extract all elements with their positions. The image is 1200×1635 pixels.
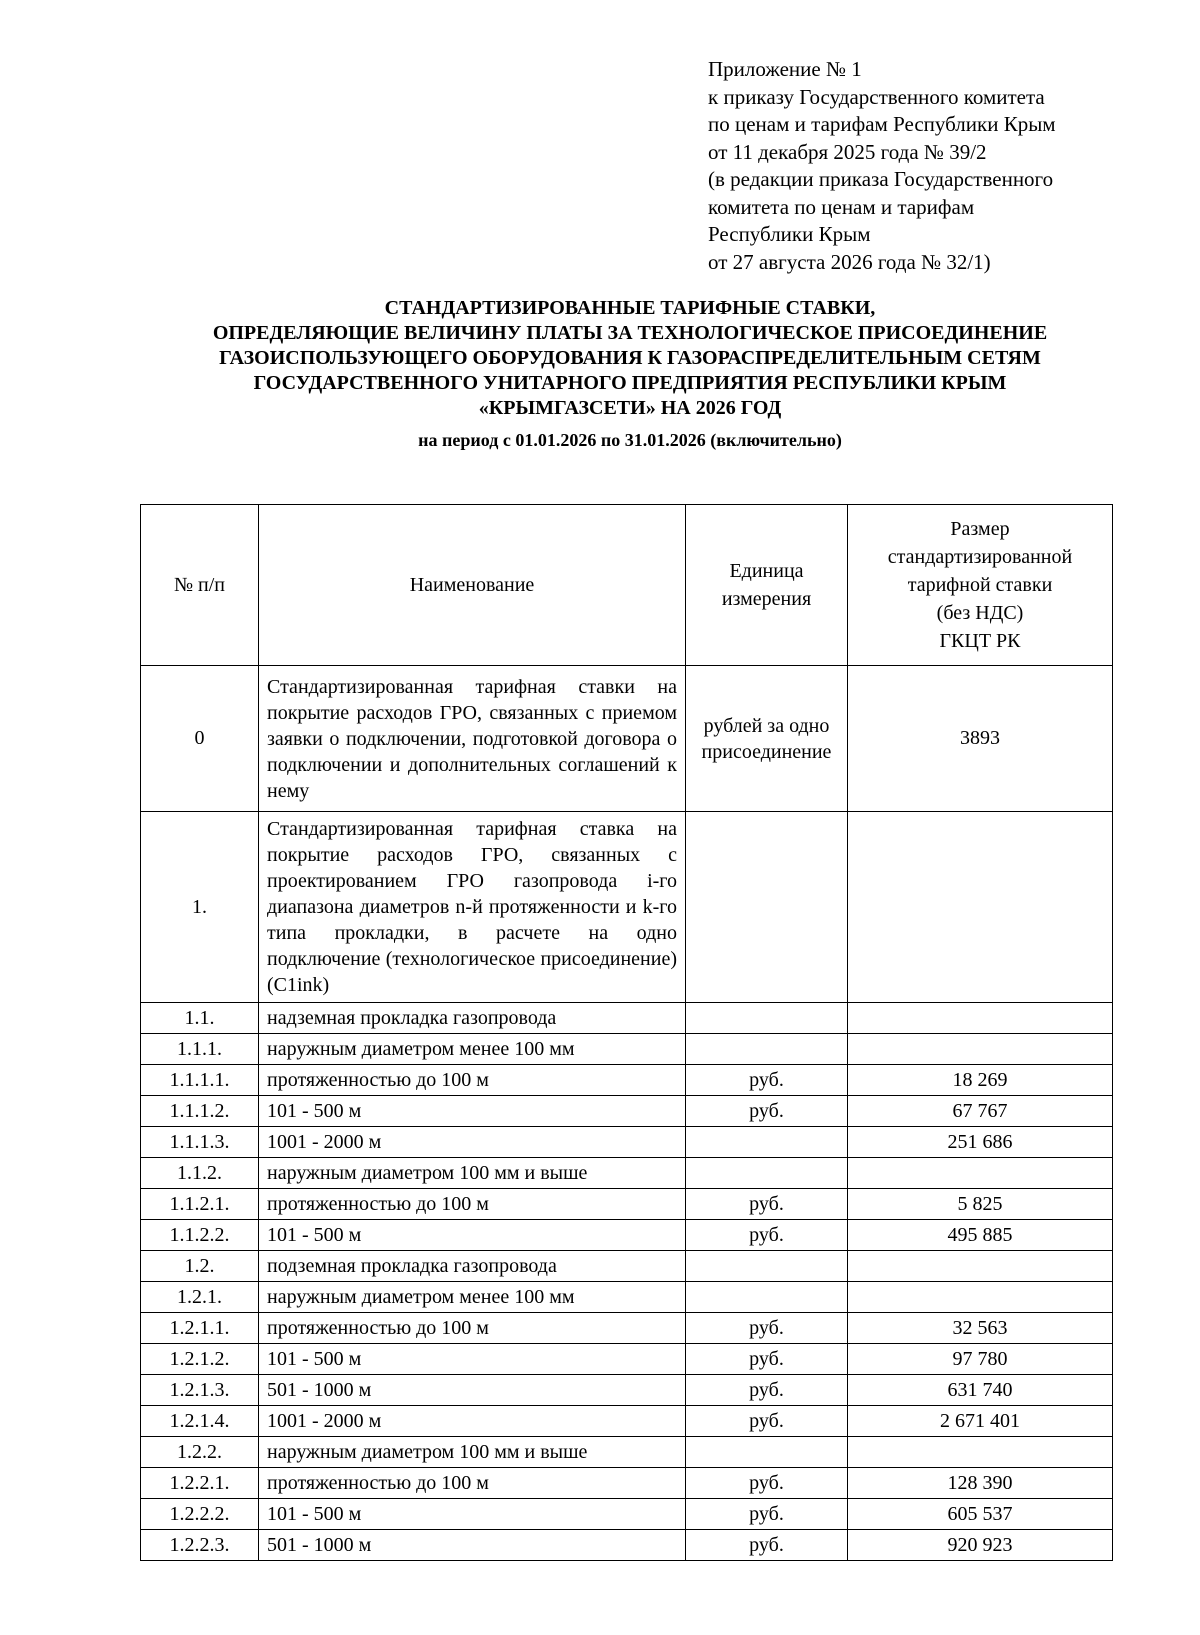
row-num: 1.1.1.1.	[141, 1065, 259, 1096]
document-title	[0, 296, 1200, 421]
header-value	[848, 505, 1113, 666]
row-num: 1.1.2.1.	[141, 1189, 259, 1220]
row-unit: руб.	[686, 1344, 848, 1375]
row-name: 101 - 500 м	[259, 1344, 686, 1375]
table-row	[141, 666, 1113, 812]
table-row	[141, 1530, 1113, 1561]
header-num: № п/п	[141, 505, 259, 666]
table-header-row	[141, 505, 1113, 666]
row-value: 631 740	[848, 1375, 1113, 1406]
row-name: 101 - 500 м	[259, 1096, 686, 1127]
header-name: Наименование	[259, 505, 686, 666]
header-value-line: ГКЦТ РК	[939, 630, 1021, 652]
row-num: 1.1.2.	[141, 1158, 259, 1189]
row-name: наружным диаметром менее 100 мм	[259, 1034, 686, 1065]
table-row	[141, 1127, 1113, 1158]
title-line: ГАЗОИСПОЛЬЗУЮЩЕГО ОБОРУДОВАНИЯ К ГАЗОРАСПРЕДЕЛИТЕЛЬНЫМ СЕТЯМ	[219, 347, 1041, 369]
header-value-line: стандартизированной	[887, 546, 1073, 568]
row-unit: руб.	[686, 1375, 848, 1406]
row-num: 1.2.1.1.	[141, 1313, 259, 1344]
tariff-table	[140, 504, 1113, 1561]
row-num: 1.2.1.	[141, 1282, 259, 1313]
row-num: 1.2.2.3.	[141, 1530, 259, 1561]
appendix-header	[708, 56, 1056, 276]
row-num: 0	[141, 666, 259, 812]
row-name: 1001 - 2000 м	[259, 1406, 686, 1437]
appendix-line: от 11 декабря 2025 года № 39/2	[708, 139, 987, 164]
table-row	[141, 1468, 1113, 1499]
row-unit	[686, 1437, 848, 1468]
row-unit: руб.	[686, 1189, 848, 1220]
row-name: 101 - 500 м	[259, 1220, 686, 1251]
row-unit	[686, 812, 848, 1003]
row-value: 67 767	[848, 1096, 1113, 1127]
header-value-line: Размер	[950, 518, 1010, 540]
row-num: 1.1.	[141, 1003, 259, 1034]
row-unit: руб.	[686, 1313, 848, 1344]
row-value	[848, 1282, 1113, 1313]
table-row	[141, 1313, 1113, 1344]
row-name: протяженностью до 100 м	[259, 1189, 686, 1220]
row-unit: руб.	[686, 1406, 848, 1437]
row-value: 3893	[848, 666, 1113, 812]
row-name: подземная прокладка газопровода	[259, 1251, 686, 1282]
title-line: «КРЫМГАЗСЕТИ» НА 2026 ГОД	[478, 397, 782, 419]
appendix-line: комитета по ценам и тарифам	[708, 194, 975, 219]
row-unit	[686, 1251, 848, 1282]
row-name: Стандартизированная тарифная ставка на покрытие расходов ГРО, связанных с проектированием ГРО газопровода i-го диапазона диаметров n-й протяженности и k-го типа прокладки, в расчете на одно подключение (технологическое присоединение) (C1ink)	[259, 812, 686, 1003]
title-line: СТАНДАРТИЗИРОВАННЫЕ ТАРИФНЫЕ СТАВКИ,	[384, 297, 876, 319]
table-row	[141, 1406, 1113, 1437]
row-unit: руб.	[686, 1499, 848, 1530]
row-unit	[686, 1282, 848, 1313]
row-num: 1.2.2.	[141, 1437, 259, 1468]
table-row	[141, 1220, 1113, 1251]
header-value-line: тарифной ставки	[907, 574, 1053, 596]
row-num: 1.1.1.3.	[141, 1127, 259, 1158]
row-value: 5 825	[848, 1189, 1113, 1220]
row-unit: руб.	[686, 1096, 848, 1127]
row-value	[848, 812, 1113, 1003]
appendix-line: от 27 августа 2026 года № 32/1)	[708, 249, 991, 274]
row-name: наружным диаметром 100 мм и выше	[259, 1158, 686, 1189]
row-unit: руб.	[686, 1468, 848, 1499]
row-value: 605 537	[848, 1499, 1113, 1530]
table-row	[141, 1034, 1113, 1065]
row-value	[848, 1158, 1113, 1189]
appendix-line: Приложение № 1	[708, 57, 862, 81]
row-name: наружным диаметром менее 100 мм	[259, 1282, 686, 1313]
table-row	[141, 1499, 1113, 1530]
row-unit	[686, 1003, 848, 1034]
header-unit	[686, 505, 848, 666]
row-value	[848, 1034, 1113, 1065]
row-num: 1.2.1.3.	[141, 1375, 259, 1406]
row-value: 18 269	[848, 1065, 1113, 1096]
table-row	[141, 1375, 1113, 1406]
table-row	[141, 812, 1113, 1003]
row-value: 128 390	[848, 1468, 1113, 1499]
row-num: 1.2.1.2.	[141, 1344, 259, 1375]
row-value: 32 563	[848, 1313, 1113, 1344]
row-name: наружным диаметром 100 мм и выше	[259, 1437, 686, 1468]
row-name: 501 - 1000 м	[259, 1530, 686, 1561]
row-num: 1.1.1.	[141, 1034, 259, 1065]
row-unit: руб.	[686, 1530, 848, 1561]
table-row	[141, 1437, 1113, 1468]
row-unit: руб.	[686, 1065, 848, 1096]
header-value-line: (без НДС)	[936, 602, 1024, 624]
table-row	[141, 1003, 1113, 1034]
table-row	[141, 1065, 1113, 1096]
row-name: протяженностью до 100 м	[259, 1313, 686, 1344]
title-line: ОПРЕДЕЛЯЮЩИЕ ВЕЛИЧИНУ ПЛАТЫ ЗА ТЕХНОЛОГИЧЕСКОЕ ПРИСОЕДИНЕНИЕ	[212, 322, 1048, 344]
row-name: 101 - 500 м	[259, 1499, 686, 1530]
appendix-line: Республики Крым	[708, 222, 871, 246]
row-num: 1.2.2.2.	[141, 1499, 259, 1530]
row-value: 2 671 401	[848, 1406, 1113, 1437]
row-value: 97 780	[848, 1344, 1113, 1375]
row-value	[848, 1251, 1113, 1282]
header-unit-line: Единица	[729, 560, 804, 582]
table-row	[141, 1189, 1113, 1220]
row-num: 1.2.1.4.	[141, 1406, 259, 1437]
row-unit-line: рублей за одно	[703, 714, 830, 737]
title-line: ГОСУДАРСТВЕННОГО УНИТАРНОГО ПРЕДПРИЯТИЯ РЕСПУБЛИКИ КРЫМ	[253, 372, 1007, 394]
table-row	[141, 1158, 1113, 1189]
row-unit-line: присоединение	[701, 740, 832, 763]
table-row	[141, 1096, 1113, 1127]
row-value	[848, 1437, 1113, 1468]
appendix-line: по ценам и тарифам Республики Крым	[708, 112, 1056, 136]
row-name: надземная прокладка газопровода	[259, 1003, 686, 1034]
row-unit	[686, 1034, 848, 1065]
row-value: 251 686	[848, 1127, 1113, 1158]
table-row	[141, 1282, 1113, 1313]
row-unit	[686, 1127, 848, 1158]
row-name: протяженностью до 100 м	[259, 1065, 686, 1096]
row-num: 1.2.2.1.	[141, 1468, 259, 1499]
row-unit: руб.	[686, 1220, 848, 1251]
row-value	[848, 1003, 1113, 1034]
row-value: 920 923	[848, 1530, 1113, 1561]
row-unit	[686, 666, 848, 812]
row-name: 501 - 1000 м	[259, 1375, 686, 1406]
header-unit-line: измерения	[721, 588, 812, 610]
appendix-line: к приказу Государственного комитета	[708, 84, 1045, 109]
row-num: 1.1.2.2.	[141, 1220, 259, 1251]
row-name: Стандартизированная тарифная ставки на покрытие расходов ГРО, связанных с приемом заявки о подключении, подготовкой договора о подключении и дополнительных соглашений к нему	[259, 666, 686, 812]
row-num: 1.1.1.2.	[141, 1096, 259, 1127]
row-name: протяженностью до 100 м	[259, 1468, 686, 1499]
row-unit	[686, 1158, 848, 1189]
row-name: 1001 - 2000 м	[259, 1127, 686, 1158]
row-value: 495 885	[848, 1220, 1113, 1251]
table-row	[141, 1251, 1113, 1282]
period-subtitle: на период с 01.01.2026 по 31.01.2026 (включительно)	[418, 430, 842, 450]
table-row	[141, 1344, 1113, 1375]
row-num: 1.	[141, 812, 259, 1003]
row-num: 1.2.	[141, 1251, 259, 1282]
appendix-line: (в редакции приказа Государственного	[708, 167, 1054, 191]
